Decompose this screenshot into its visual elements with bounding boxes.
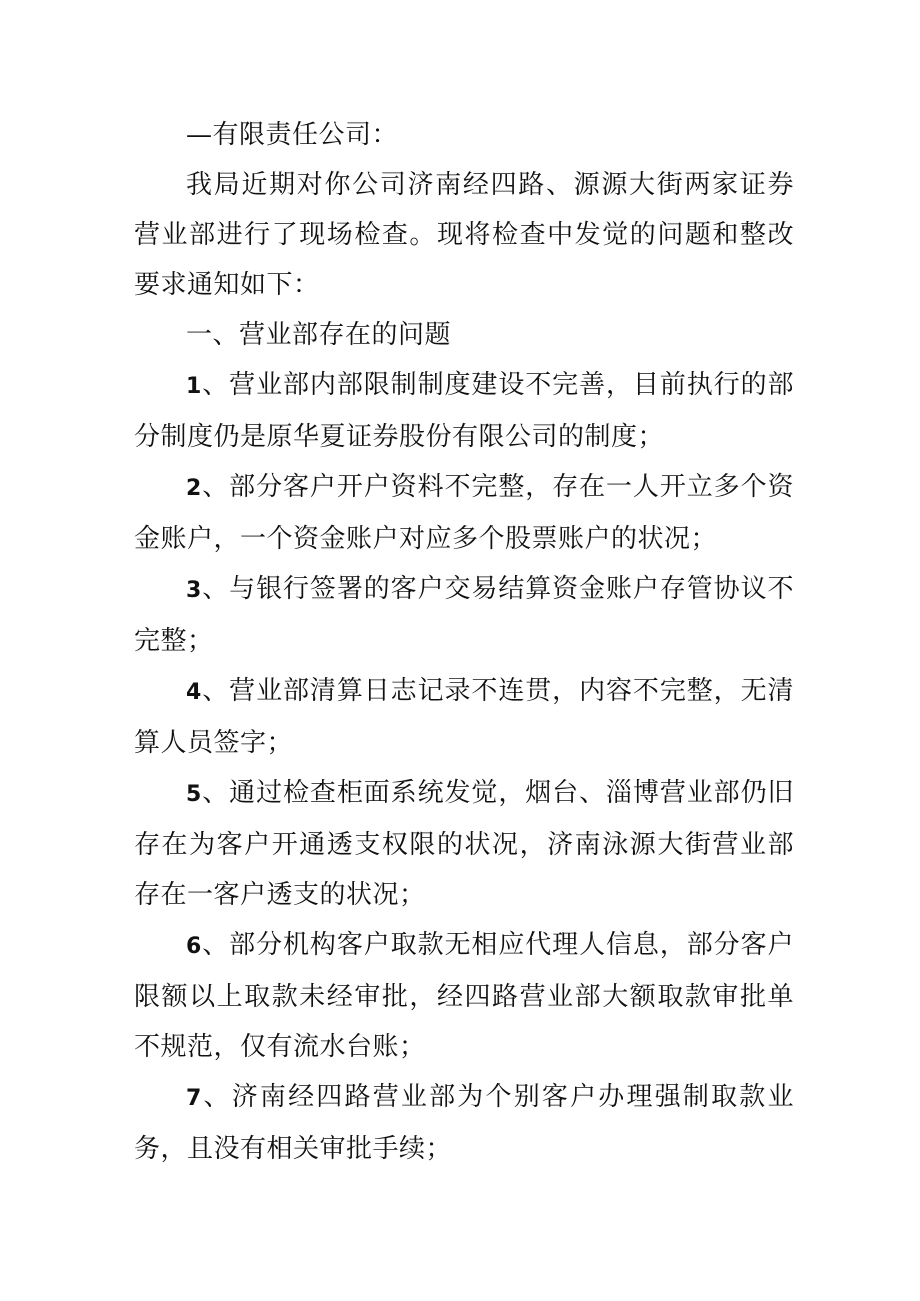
section-heading: 一、营业部存在的问题 [186, 320, 452, 350]
list-item [134, 462, 794, 564]
item-text: 、与银行签署的客户交易结算资金账户存管协议不完整； [134, 574, 794, 656]
salutation: —有限责任公司： [186, 120, 399, 150]
item-text: 、部分机构客户取款无相应代理人信息，部分客户限额以上取款未经审批，经四路营业部大额取款审批单不规范，仅有流水台账； [134, 930, 794, 1062]
item-text: 、通过检查柜面系统发觉，烟台、淄博营业部仍旧存在为客户开通透支权限的状况，济南泳源大街营业部存在一客户透支的状况； [134, 778, 794, 910]
item-number: 2 [186, 476, 202, 501]
item-number: 1 [186, 374, 202, 399]
document-page [134, 110, 794, 1174]
item-text: 、营业部内部限制制度建设不完善，目前执行的部分制度仍是原华夏证券股份有限公司的制度； [134, 370, 794, 452]
intro-paragraph: 我局近期对你公司济南经四路、源源大街两家证券营业部进行了现场检查。现将检查中发觉的问题和整改要求通知如下： [134, 170, 794, 300]
item-number: 6 [186, 934, 202, 959]
item-text: 、营业部清算日志记录不连贯，内容不完整，无清算人员签字； [134, 676, 794, 758]
item-number: 3 [186, 578, 202, 603]
list-item [134, 1072, 794, 1174]
item-number: 4 [186, 680, 202, 705]
list-item [134, 360, 794, 462]
list-item [134, 666, 794, 768]
item-number: 5 [186, 782, 202, 807]
item-text: 、济南经四路营业部为个别客户办理强制取款业务，且没有相关审批手续； [134, 1082, 794, 1164]
list-item [134, 920, 794, 1072]
item-number: 7 [186, 1086, 202, 1111]
list-item [134, 564, 794, 666]
item-text: 、部分客户开户资料不完整，存在一人开立多个资金账户，一个资金账户对应多个股票账户的状况； [134, 472, 794, 554]
list-item [134, 768, 794, 920]
